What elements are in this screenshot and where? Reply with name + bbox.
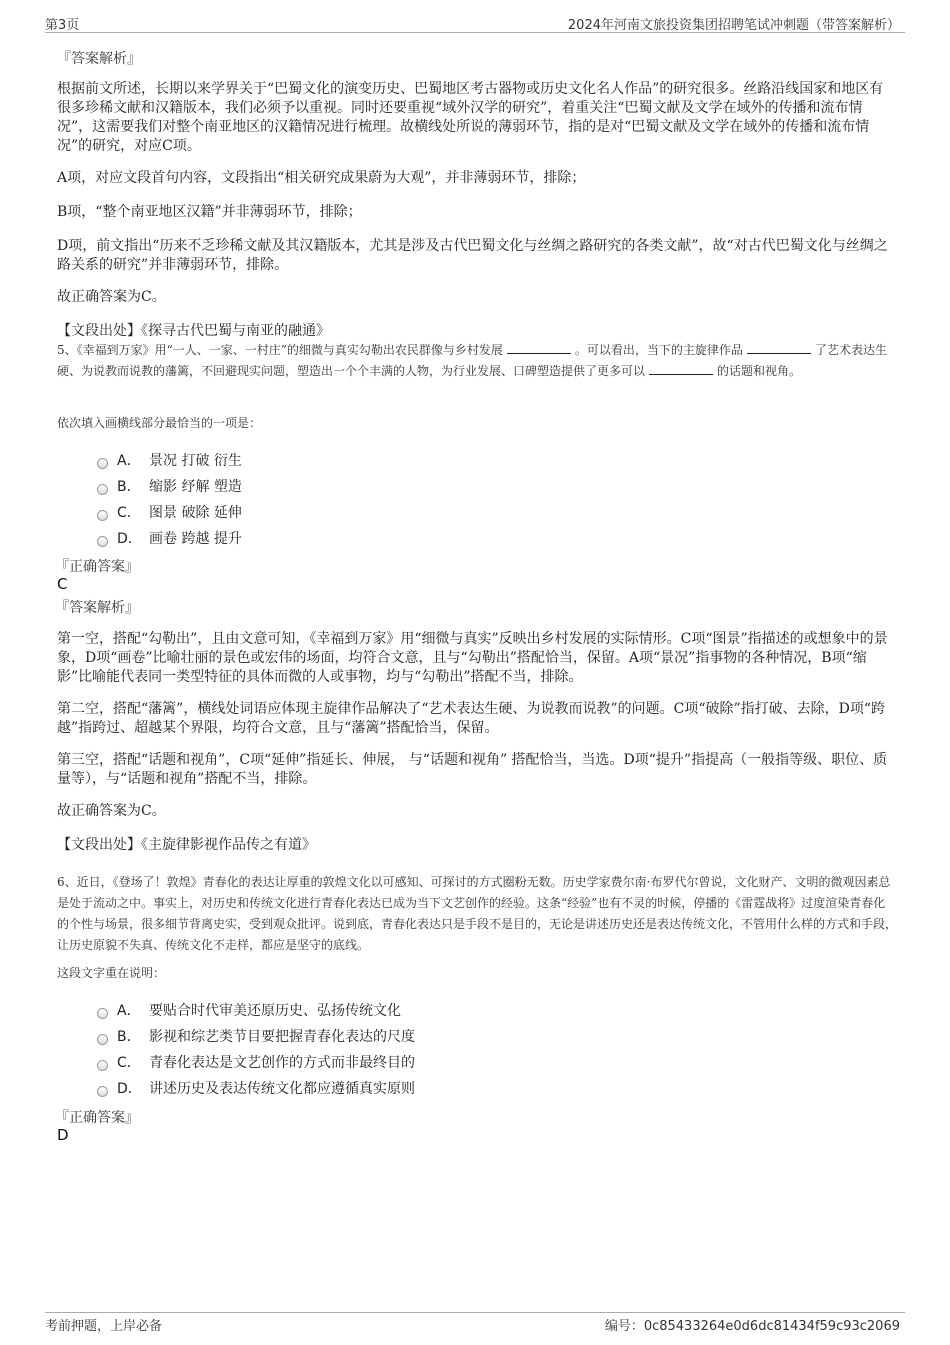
q5-option-a[interactable]: A． 景况 打破 衍生 xyxy=(97,450,242,470)
q4-analysis-paragraph: B项，“整个南亚地区汉籍”并非薄弱环节，排除； xyxy=(57,204,362,220)
serial-number: 编号：0c85433264e0d6dc81434f59c93c2069 xyxy=(604,1319,900,1334)
fill-blank xyxy=(747,341,811,354)
page-footer xyxy=(45,1312,905,1337)
q6-option-b[interactable]: B． 影视和综艺类节目要把握青春化表达的尺度 xyxy=(97,1026,415,1046)
q6-correct-label: 『正确答案』 xyxy=(55,1110,139,1126)
q5-analysis-label: 『答案解析』 xyxy=(55,600,139,616)
q6-stem: 6、近日，《登场了！敦煌》青春化的表达让厚重的敦煌文化以可感知、可探讨的方式圈粉无数。历史学家费尔南·布罗代尔曾说，文化财产、文明的微观因素总是处于流动之中。事实上，对历史和传统文化进行青春化表达已成为当下文艺创作的经验。这条“经验”也有不灵的时候，停播的《雷霆战将》过度渲染青春化的个性与场景，很多细节背离史实，受到观众批评。说到底，青春化表达只是手段不是目的，无论是讲述历史还是表达传统文化，不管用什么样的方式和手段，让历史原貌不失真、传统文化不走样，都应是坚守的底线。 xyxy=(57,875,898,952)
q4-conclusion: 故正确答案为C。 xyxy=(57,289,166,305)
q5-option-c[interactable]: C． 图景 破除 延伸 xyxy=(97,502,242,522)
fill-blank xyxy=(649,362,713,375)
fill-blank xyxy=(507,341,571,354)
q5-stem: 5、《幸福到万家》用“一人、一家、一村庄”的细微与真实勾勒出农民群像与乡村发展 。可以看出，当下的主旋律作品 了艺术表达生硬、为说教而说教的藩篱，不回避现实问题，塑造出一个个丰满的人物，为行业发展、口碑塑造提供了更多可以 的话题和视角。 xyxy=(57,343,887,378)
footer-slogan: 考前押题，上岸必备 xyxy=(45,1319,163,1334)
q5-analysis-paragraph: 第二空，搭配“藩篱”，横线处词语应体现主旋律作品解决了“艺术表达生硬、为说教而说教”的问题。C项“破除”指打破、去除，D项“跨越”指跨过、超越某个界限，均符合文意，且与“藩篱”搭配恰当，保留。 xyxy=(57,701,886,736)
page-number: 第3页 xyxy=(45,18,80,33)
radio-icon[interactable] xyxy=(97,536,108,547)
q4-analysis-label: 『答案解析』 xyxy=(57,51,141,67)
radio-icon[interactable] xyxy=(97,1034,108,1045)
radio-icon[interactable] xyxy=(97,510,108,521)
q6-option-a[interactable]: A． 要贴合时代审美还原历史、弘扬传统文化 xyxy=(97,1000,401,1020)
q4-source: 【文段出处】《探寻古代巴蜀与南亚的融通》 xyxy=(57,323,330,339)
q5-conclusion: 故正确答案为C。 xyxy=(57,803,166,819)
q5-analysis-paragraph: 第一空，搭配“勾勒出”，且由文意可知，《幸福到万家》用“细微与真实”反映出乡村发展的实际情形。C项“图景”指描述的或想象中的景象，D项“画卷”比喻壮丽的景色或宏伟的场面，均符合文意，且与“勾勒出”搭配恰当，保留。A项“景况”指事物的各种情况，B项“缩影”比喻能代表同一类型特征的具体而微的人或事物，均与“勾勒出”搭配不当，排除。 xyxy=(57,631,888,685)
q4-analysis-paragraph: 根据前文所述，长期以来学界关于“巴蜀文化的演变历史、巴蜀地区考古器物或历史文化名人作品”的研究很多。丝路沿线国家和地区有很多珍稀文献和汉籍版本，我们必须予以重视。同时还要重视“域外汉学的研究”，着重关注“巴蜀文献及文学在域外的传播和流布情况”，这需要我们对整个南亚地区的汉籍情况进行梳理。故横线处所说的薄弱环节，指的是对“巴蜀文献及文学在域外的传播和流布情况”的研究，对应C项。 xyxy=(57,81,884,154)
radio-icon[interactable] xyxy=(97,458,108,469)
q6-prompt: 这段文字重在说明： xyxy=(57,966,166,980)
radio-icon[interactable] xyxy=(97,484,108,495)
radio-icon[interactable] xyxy=(97,1008,108,1019)
radio-icon[interactable] xyxy=(97,1086,108,1097)
q4-analysis-paragraph: D项，前文指出“历来不乏珍稀文献及其汉籍版本，尤其是涉及古代巴蜀文化与丝绸之路研究的各类文献”，故“对古代巴蜀文化与丝绸之路关系的研究”并非薄弱环节，排除。 xyxy=(57,238,888,273)
q6-option-c[interactable]: C． 青春化表达是文艺创作的方式而非最终目的 xyxy=(97,1052,415,1072)
page-header xyxy=(45,12,905,33)
q5-option-d[interactable]: D． 画卷 跨越 提升 xyxy=(97,528,242,548)
document-title: 2024年河南文旅投资集团招聘笔试冲刺题（带答案解析） xyxy=(567,18,900,33)
q5-prompt: 依次填入画横线部分最恰当的一项是： xyxy=(57,416,262,430)
q4-analysis-paragraph: A项，对应文段首句内容，文段指出“相关研究成果蔚为大观”，并非薄弱环节，排除； xyxy=(57,170,586,186)
q5-correct-label: 『正确答案』 xyxy=(55,559,139,575)
q5-analysis-paragraph: 第三空，搭配“话题和视角”，C项“延伸”指延长、伸展， 与“话题和视角” 搭配恰当，当选。D项“提升”指提高（一般指等级、职位、质量等），与“话题和视角”搭配不当，排除。 xyxy=(57,752,888,787)
q6-option-d[interactable]: D． 讲述历史及表达传统文化都应遵循真实原则 xyxy=(97,1078,415,1098)
radio-icon[interactable] xyxy=(97,1060,108,1071)
q5-option-b[interactable]: B． 缩影 纾解 塑造 xyxy=(97,476,242,496)
q6-correct-answer: D xyxy=(57,1126,69,1144)
q5-correct-answer: C xyxy=(57,575,68,593)
q5-source: 【文段出处】《主旋律影视作品传之有道》 xyxy=(57,837,316,853)
